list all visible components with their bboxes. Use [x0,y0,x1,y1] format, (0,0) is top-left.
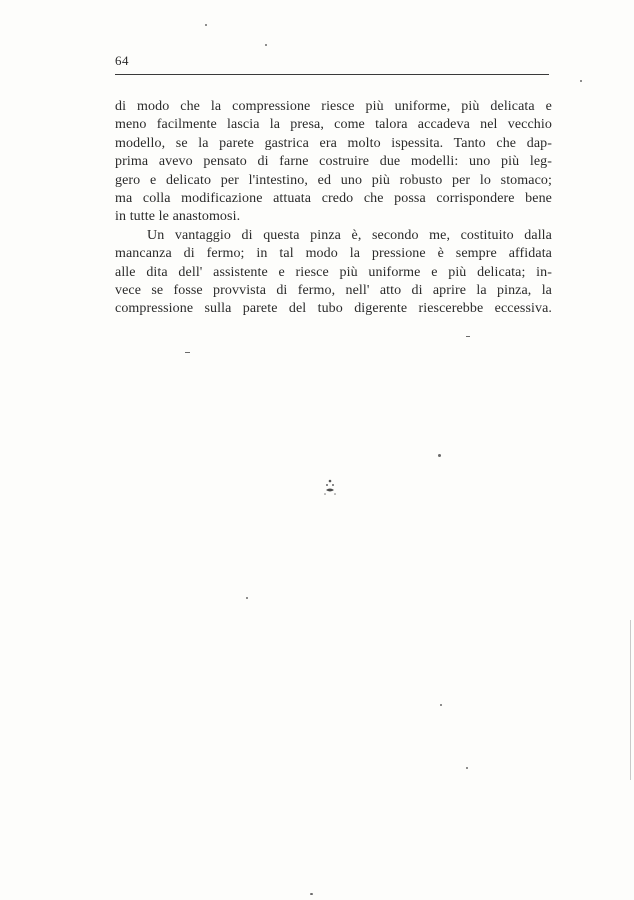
text-line: modello, se la parete gastrica era molto ispessita. Tanto che dap- [115,135,552,151]
scan-speck [466,767,468,769]
paragraph-2 [115,227,552,319]
scan-edge-line [630,620,631,780]
ornament-icon [322,478,338,496]
scan-speck [265,44,267,46]
text-line: gero e delicato per l'intestino, ed uno più robusto per lo stomaco; [115,172,552,188]
text-line: compressione sulla parete del tubo digerente riescerebbe eccessiva. [115,301,552,317]
text-line: Un vantaggio di questa pinza è, secondo me, costituito dalla [147,227,552,243]
scan-speck [185,352,190,353]
scan-speck [246,597,248,599]
body-text [115,98,552,319]
scan-speck [205,24,207,26]
scan-speck [440,704,442,706]
text-line: prima avevo pensato di farne costruire due modelli: uno più leg- [115,154,552,170]
scan-speck [580,80,582,82]
text-line: mancanza di fermo; in tal modo la pressione è sempre affidata [115,246,552,262]
text-line: alle dita dell' assistente e riesce più uniforme e più delicata; in- [115,264,552,280]
scan-speck [438,454,441,457]
paragraph-1 [115,98,552,227]
header-rule [115,74,549,75]
scan-speck [310,893,313,895]
text-line: ma colla modificazione attuata credo che possa corrispondere bene [115,190,552,206]
page-number: 64 [115,53,129,68]
text-line: meno facilmente lascia la presa, come talora accadeva nel vecchio [115,117,552,133]
scan-speck [466,336,470,337]
text-line: in tutte le anastomosi. [115,209,241,225]
text-line: di modo che la compressione riesce più uniforme, più delicata e [115,99,552,114]
text-line: vece se fosse provvista di fermo, nell' atto di aprire la pinza, la [115,282,552,298]
